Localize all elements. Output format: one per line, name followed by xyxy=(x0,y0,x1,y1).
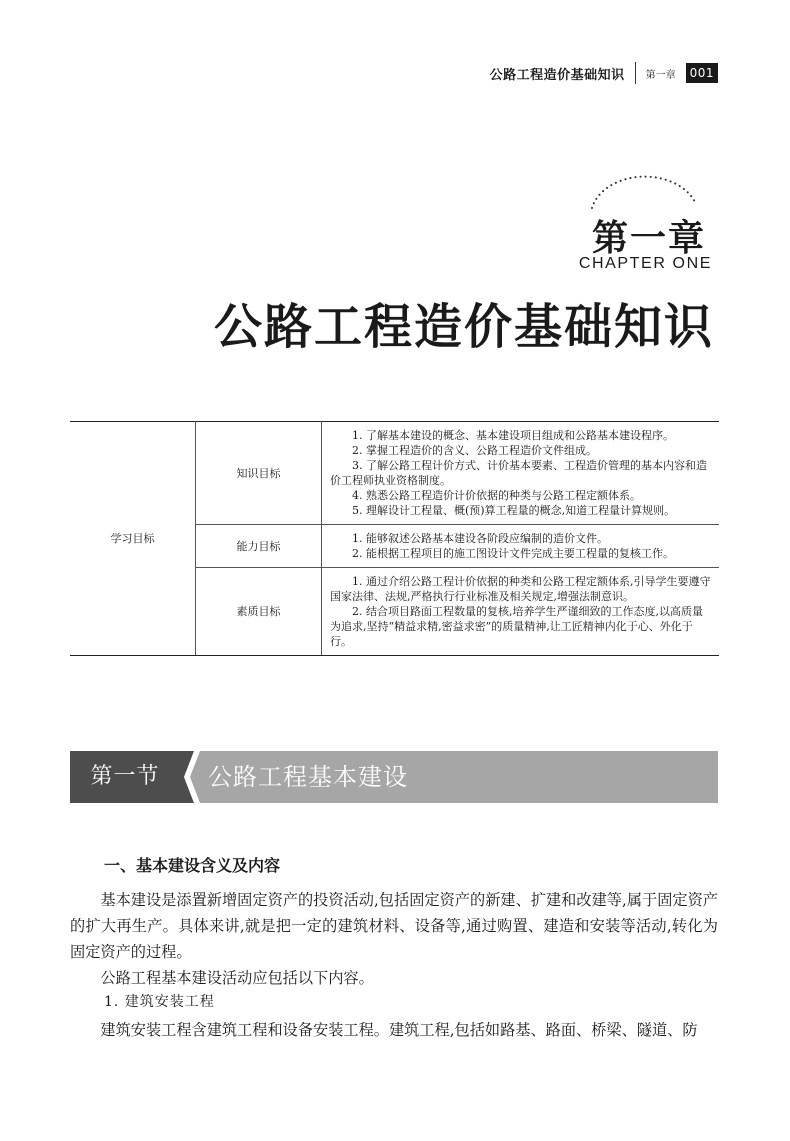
running-header xyxy=(490,60,718,86)
chapter-number-cn: 第一章 xyxy=(591,218,706,259)
running-header-divider xyxy=(635,62,636,84)
list-item: 2. 能根据工程项目的施工图设计文件完成主要工程量的复核工作。 xyxy=(352,547,674,560)
dotted-arc-ornament xyxy=(588,168,700,212)
paragraph: 基本建设是添置新增固定资产的投资活动,包括固定资产的新建、扩建和改建等,属于固定资产的扩大再生产。具体来讲,就是把一定的建筑材料、设备等,通过购置、建造和安装等活动,转化为固定资产的过程。 xyxy=(70,891,718,961)
paragraph: 建筑安装工程含建筑工程和设备安装工程。建筑工程,包括如路基、路面、桥梁、隧道、防 xyxy=(100,1021,698,1039)
objectives-group-label: 能力目标 xyxy=(196,525,322,568)
objectives-group-items xyxy=(322,422,720,525)
section-number: 第一节 xyxy=(90,764,160,789)
paragraph: 公路工程基本建设活动应包括以下内容。 xyxy=(100,969,374,987)
list-item: 1. 通过介绍公路工程计价依据的种类和公路工程定额体系,引导学生要遵守国家法律、法规,严格执行行业标准及相关规定,增强法制意识。 xyxy=(330,575,711,603)
learning-objectives-table xyxy=(70,421,719,656)
table-row xyxy=(70,422,719,525)
objectives-main-label: 学习目标 xyxy=(70,422,196,656)
running-header-book-title: 公路工程造价基础知识 xyxy=(489,67,625,83)
list-item: 1. 了解基本建设的概念、基本建设项目组成和公路基本建设程序。 xyxy=(352,429,674,442)
page-number: 001 xyxy=(686,63,718,83)
objectives-group-items xyxy=(322,568,720,656)
item-heading: 1. 建筑安装工程 xyxy=(104,994,215,1010)
list-item: 3. 了解公路工程计价方式、计价基本要素、工程造价管理的基本内容和造价工程师执业资格制度。 xyxy=(330,459,707,487)
chapter-number-en: CHAPTER ONE xyxy=(578,255,712,272)
objectives-group-label: 知识目标 xyxy=(196,422,322,525)
chapter-title: 公路工程造价基础知识 xyxy=(213,299,714,355)
running-header-chapter: 第一章 xyxy=(645,69,676,81)
objectives-group-items xyxy=(322,525,720,568)
subsection-heading: 一、基本建设含义及内容 xyxy=(104,856,281,875)
list-item: 1. 能够叙述公路基本建设各阶段应编制的造价文件。 xyxy=(352,532,608,545)
list-item: 5. 理解设计工程量、概(预)算工程量的概念,知道工程量计算规则。 xyxy=(352,504,676,517)
banner-chevron xyxy=(180,751,200,803)
list-item: 2. 结合项目路面工程数量的复核,培养学生严谨细致的工作态度,以高质量为追求,坚持“精益求精,密益求密”的质量精神,让工匠精神内化于心、外化于行。 xyxy=(330,605,703,648)
list-item: 4. 熟悉公路工程造价计价依据的种类与公路工程定额体系。 xyxy=(352,489,641,502)
section-banner xyxy=(70,751,718,803)
section-title: 公路工程基本建设 xyxy=(208,763,408,791)
objectives-group-label: 素质目标 xyxy=(196,568,322,656)
list-item: 2. 掌握工程造价的含义、公路工程造价文件组成。 xyxy=(352,444,597,457)
